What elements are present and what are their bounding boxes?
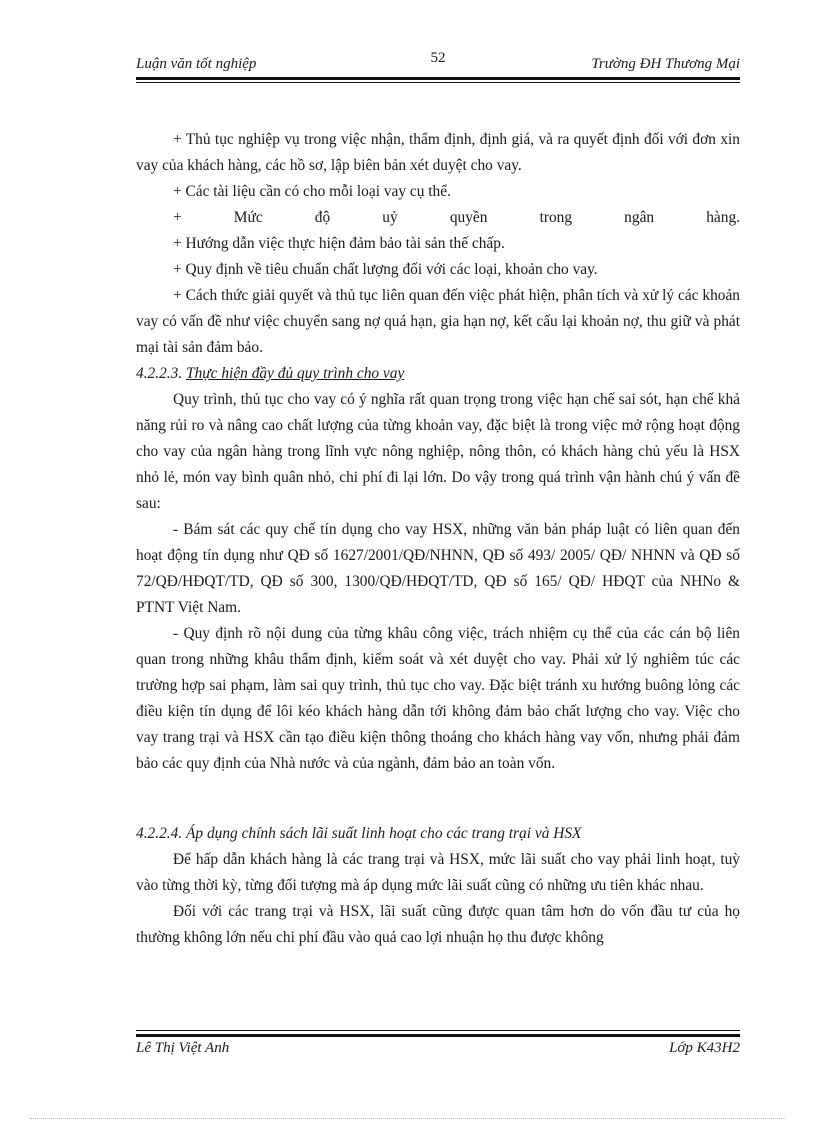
section-title: Áp dụng chính sách lãi suất linh hoạt cho các trang trại và HSX	[186, 825, 582, 842]
section-heading-4-2-2-4	[136, 821, 740, 847]
paragraph-problem-loans: + Cách thức giải quyết và thủ tục liên quan đến việc phát hiện, phân tích và xử lý các khoản vay có vấn đề như việc chuyển sang nợ quá hạn, gia hạn nợ, kết cấu lại khoản nợ, thu giữ và phát mại tài sản đảm bảo.	[136, 287, 740, 356]
paragraph-responsibilities: - Quy định rõ nội dung của từng khâu công việc, trách nhiệm cụ thể của các cán bộ liên quan trong những khâu thẩm định, kiểm soát và xét duyệt cho vay. Phải xử lý nghiêm túc các trường hợp sai phạm, làm sai quy trình, thủ tục cho vay. Đặc biệt tránh xu hướng buông lỏng các điều kiện tín dụng để lôi kéo khách hàng dẫn tới không đảm bảo chất lượng cho vay. Việc cho vay trang trại và HSX cần tạo điều kiện thông thoáng cho khách hàng vay vốn, nhưng phải đảm bảo các quy định của Nhà nước và của ngành, đảm bảo an toàn vốn.	[136, 625, 740, 772]
paragraph-procedures: + Thủ tục nghiệp vụ trong việc nhận, thẩm định, định giá, và ra quyết định đối với đơn xin vay của khách hàng, các hồ sơ, lập biên bản xét duyệt cho vay.	[136, 131, 740, 174]
header-thesis-label: Luận văn tốt nghiệp	[136, 56, 257, 72]
paragraph-documents: + Các tài liệu cần có cho mỗi loại vay cụ thể.	[173, 183, 451, 200]
page-body	[136, 127, 740, 951]
page-header	[136, 50, 740, 80]
header-rule-thick	[136, 77, 740, 80]
section-number: 4.2.2.4.	[136, 825, 183, 842]
footer-rule-thin	[136, 1030, 740, 1031]
paragraph-regulations: - Bám sát các quy chế tín dụng cho vay HSX, những văn bản pháp luật có liên quan đến hoạt động tín dụng như QĐ số 1627/2001/QĐ/NHNN, QĐ số 493/ 2005/ QĐ/ NHNN và QĐ số 72/QĐ/HĐQT/TD, QĐ số 300, 1300/QĐ/HĐQT/TD, QĐ số 165/ QĐ/ HĐQT của NHNo & PTNT Việt Nam.	[136, 521, 740, 616]
page-number: 52	[430, 50, 446, 66]
section-heading-4-2-2-3	[136, 361, 740, 387]
header-university: Trường ĐH Thương Mại	[591, 56, 740, 72]
paragraph-quality-standards: + Quy định về tiêu chuẩn chất lượng đối với các loại, khoản cho vay.	[173, 261, 598, 278]
footer-rule-thick	[136, 1034, 740, 1037]
section-spacer	[136, 777, 740, 821]
paragraph-farm-interest: Đối với các trang trại và HSX, lãi suất cũng được quan tâm hơn do vốn đầu tư của họ thường không lớn nếu chi phí đầu vào quá cao lợi nhuận họ thu được không	[136, 903, 740, 946]
footer-class: Lớp K43H2	[669, 1040, 740, 1056]
section-title: Thực hiện đầy đủ quy trình cho vay	[186, 365, 405, 382]
page-edge-divider	[30, 1118, 786, 1119]
paragraph-authorization: + Mức độ uỷ quyền trong ngân hàng.	[173, 209, 740, 226]
paragraph-collateral: + Hướng dẫn việc thực hiện đảm bảo tài sản thế chấp.	[173, 235, 505, 252]
page-footer	[136, 1040, 740, 1064]
paragraph-loan-procedure: Quy trình, thủ tục cho vay có ý nghĩa rất quan trọng trong việc hạn chế sai sót, hạn chế khả năng rủi ro và nâng cao chất lượng của từng khoản vay, đặc biệt là trong việc mở rộng hoạt động cho vay của ngân hàng trong lĩnh vực nông nghiệp, nông thôn, có khách hàng chủ yếu là HSX nhỏ lẻ, món vay bình quân nhỏ, chi phí đi lại lớn. Do vậy trong quá trình vận hành chú ý vấn đề sau:	[136, 391, 740, 512]
section-number: 4.2.2.3.	[136, 365, 183, 382]
paragraph-flexible-rates: Để hấp dẫn khách hàng là các trang trại và HSX, mức lãi suất cho vay phải linh hoạt, tuỳ vào từng thời kỳ, từng đối tượng mà áp dụng mức lãi suất cũng có những ưu tiên khác nhau.	[136, 851, 740, 894]
header-rule-thin	[136, 82, 740, 83]
footer-author: Lê Thị Việt Anh	[136, 1040, 230, 1056]
